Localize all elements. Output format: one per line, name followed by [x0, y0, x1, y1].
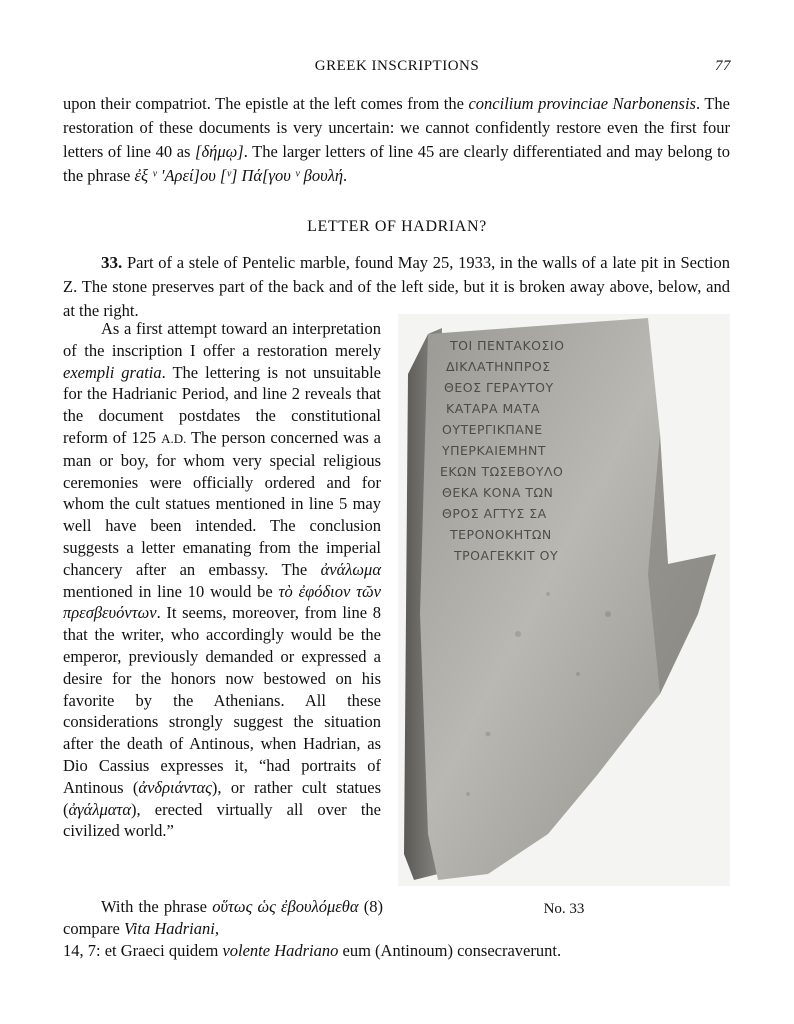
disc-greek-ephodion: τὸ ἐφόδιον τῶν πρεσβευόντων	[63, 581, 381, 623]
disc-p2-b: (8) compare	[63, 897, 383, 938]
inscription-line: ΔΙΚΛΑΤΗΝΠΡΟΣ	[446, 359, 551, 374]
discussion-closing	[63, 896, 383, 940]
disc-last-a: 14, 7	[63, 941, 96, 960]
running-head-title: GREEK INSCRIPTIONS	[314, 58, 480, 74]
discussion-column	[63, 318, 381, 842]
intro-text-1: upon their compatriot. The epistle at the left comes from the	[63, 94, 469, 113]
disc-exempli: exempli gratia	[63, 362, 162, 382]
entry-text-1: Part of a stele of Pentelic marble, found May 25, 1933, in the walls of a late pit in Section	[122, 253, 730, 272]
disc-last-c: volente Hadriano	[222, 941, 339, 960]
disc-p1-d: mentioned in line 10 would be	[63, 581, 279, 601]
disc-last-d: eum (Antinoum) consecraverunt.	[338, 941, 562, 960]
intro-concilium: concilium provinciae Narbonensis	[468, 94, 696, 113]
inscription-line: ΘΕΚΑ ΚΟΝΑ ΤΩΝ	[442, 485, 554, 500]
disc-vita: Vita Hadriani	[123, 918, 215, 938]
intro-paragraph	[63, 92, 730, 188]
figure-caption: No. 33	[543, 901, 585, 917]
disc-p1-b: . The lettering is not unsuitable for the Hadrianic Period, and line 2 reveals that the document postdates the constitutional reform of 125	[63, 362, 381, 447]
intro-text-2: . The restoration of these documents is very uncertain: we cannot confidently restore even the first four letters of line 40 as	[63, 94, 730, 161]
inscription-line: ΤΟΙ ΠΕΝΤΑΚΟΣΙΟ	[450, 338, 565, 353]
inscription-line: ΟΥΤΕΡΓΙΚΠΑΝΕ	[442, 422, 543, 437]
entry-number: 33.	[101, 253, 123, 272]
inscription-line: ΘΡΟΣ ΑΓΤΥΣ ΣΑ	[442, 506, 547, 521]
entry-section: Z	[63, 277, 74, 296]
section-heading: LETTER OF HADRIAN?	[307, 218, 487, 235]
inscription-text	[440, 338, 564, 563]
disc-greek-agalmata: ἀγάλματα	[68, 799, 131, 819]
disc-ad: A.D.	[161, 430, 187, 446]
page-number: 77	[715, 58, 731, 74]
inscription-line: ΘΕΟΣ ΓΕΡΑΥΤΟΥ	[444, 380, 554, 395]
disc-p1-c: The person concerned was a man or boy, for whom very special religious ceremonies were officially ordered and for whom the cult statues mentioned in line 5 may well have been intended. The conclusion suggests a letter emanating from the imperial chancery after an embassy. The	[63, 427, 381, 579]
intro-greek-1: [δήμῳ]	[195, 142, 244, 161]
inscription-line: ΥΠΕΡΚΑΙΕΜΗΝΤ	[442, 443, 546, 458]
inscription-line: ΤΡΟΑΓΕΚΚΙΤ ΟΥ	[454, 548, 559, 563]
discussion-last-line	[63, 940, 730, 962]
disc-greek-analoma: ἀνάλωμα	[320, 559, 381, 579]
disc-p2-c: ,	[214, 918, 219, 938]
disc-greek-houtos: οὕτως ὡς ἐβουλόμεθα	[212, 897, 359, 916]
intro-greek-2: ἐξ ᵛ 'Αρεί]ου [ᵛ] Πά[γου ᵛ βουλή	[134, 166, 344, 185]
stele-image	[398, 314, 730, 886]
inscription-line: ΤΕΡΟΝΟΚΗΤΩΝ	[450, 527, 552, 542]
intro-text-4: .	[343, 166, 348, 185]
disc-p1-a: As a first attempt toward an interpretation of the inscription I offer a restoration merely	[63, 319, 381, 360]
stele-photograph	[398, 314, 730, 886]
disc-p1-f: ), or rather cult statues (	[63, 777, 381, 819]
disc-p1-g: ), erected virtually all over the civilized world.”	[63, 799, 381, 841]
intro-text-3: . The larger letters of line 45 are clearly differentiated and may belong to the phrase	[63, 142, 730, 185]
disc-p2-a: With the phrase	[101, 897, 213, 916]
inscription-line: ΚΑΤΑΡΑ ΜΑΤΑ	[446, 401, 541, 416]
entry-paragraph	[63, 251, 730, 323]
inscription-line: ΕΚΩΝ ΤΩΣΕΒΟΥΛΟ	[440, 464, 564, 479]
disc-last-b: : et Graeci quidem	[96, 941, 223, 960]
entry-text-2: . The stone preserves part of the back and of the left side, but it is broken away above, below, and at the right.	[63, 277, 730, 320]
disc-greek-andriantas: ἀνδριάντας	[138, 777, 212, 797]
disc-p1-e: . It seems, moreover, from line 8 that the writer, who accordingly would be the emperor, previously demanded or expressed a desire for the honors now bestowed on his favorite by the Athenians. All these considerations strongly suggest the situation after the death of Antinous, when Hadrian, as Dio Cassius expresses it, “had portraits of Antinous (	[63, 603, 381, 797]
